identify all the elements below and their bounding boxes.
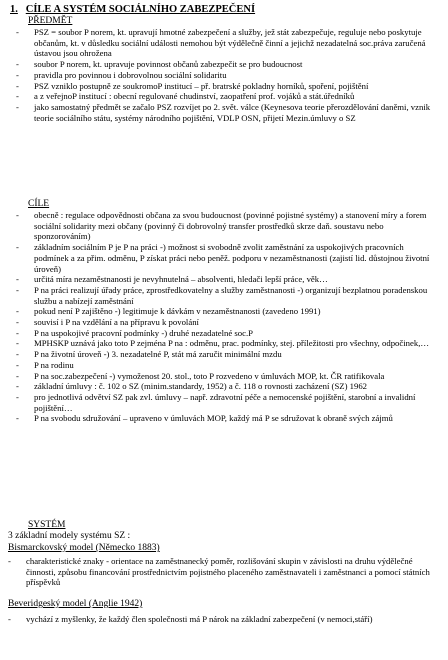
section-heading-system: SYSTÉM — [28, 520, 66, 530]
list-item: - souvisí i P na vzdělání a na přípravu k povolání — [10, 317, 440, 328]
list-item: - soubor P norem, kt. upravuje povinnost občanů zabezpečit se pro budoucnost — [10, 59, 440, 70]
list-item: - základním sociálním P je P na práci -) možnost si svobodně zvolit zaměstnání za uspokojivých pracovních podmínek a za přim. odměnu, P získat práci nebo peněž. podporu v nezaměstnanosti (zajistí lid. důstojnou životní úroveň) — [10, 242, 440, 274]
list-item: - PSZ vzniklo postupně ze soukromoP institucí – př. bratrské pokladny horníků, spoření, pojištění — [10, 81, 440, 92]
bismarck-heading: Bismarckovský model (Německo 1883) — [8, 543, 160, 553]
list-item: - MPHSKP uznává jako toto P zejména P na : odměnu, prac. podmínky, stej. příležitosti pro všechny, odpočinek,… — [10, 338, 440, 349]
list-item: - pokud není P zajištěno -) legitimuje k dávkám v nezaměstnanosti (zavedeno 1991) — [10, 306, 440, 317]
list-item: - P na uspokojivé pracovní podmínky -) druhé nezadatelné soc.P — [10, 328, 440, 339]
list-item: - obecně : regulace odpovědnosti občana za svou budoucnost (povinné pojistné systémy) a stanovení míry a forem sociální solidarity mezi občany (povinný či dobrovolný transfer prostředků skrze daň. soustavu nebo sponzorováním) — [10, 210, 440, 242]
section-heading-cile: CÍLE — [28, 199, 50, 209]
list-item: - jako samostatný předmět se začalo PSZ rozvíjet po 2. svět. válce (Keynesova teorie přerozdělování daněmi, vznik teorie sociálního státu, systémy národního pojištění, VDLP OSN, přijetí Mezin.úmluvy o SZ — [10, 102, 440, 123]
title-number: 1. — [10, 4, 18, 15]
list-item: - P na soc.zabezpečení -) vymoženost 20. stol., toto P rozvedeno v úmluvách MOP, kt. ČR ratifikovala — [10, 371, 440, 382]
list-item: - a z veřejnoP institucí : obecní regulované chudinství, zaopatření prof. vojáků a stát.úředníků — [10, 91, 440, 102]
beveridge-list — [2, 614, 432, 625]
bismarck-list — [2, 556, 432, 588]
system-intro: 3 základní modely systému SZ : — [8, 531, 131, 541]
predmet-list — [10, 27, 440, 123]
list-item: - P na rodinu — [10, 360, 440, 371]
title-text: CÍLE A SYSTÉM SOCIÁLNÍHO ZABEZPEČENÍ — [25, 4, 256, 15]
cile-list — [10, 210, 440, 424]
list-item: - pro jednotlivá odvětví SZ pak zvl. úmluvy – např. zdravotní péče a nemocenské pojištění, starobní a invalidní pojištění… — [10, 392, 440, 413]
list-item: - P na svobodu sdružování – upraveno v úmluvách MOP, každý má P se sdružovat k obraně svých zájmů — [10, 413, 440, 424]
list-item: - základní úmluvy : č. 102 o SZ (minim.standardy, 1952) a č. 118 o rovnosti zacházení (SZ) 1962 — [10, 381, 440, 392]
list-item: - vychází z myšlenky, že každý člen společnosti má P nárok na základní zabezpečení (v nemoci,stáří) — [2, 614, 432, 625]
list-item: - P na životní úroveň -) 3. nezadatelné P, stát má zaručit minimální mzdu — [10, 349, 440, 360]
beveridge-heading: Beveridgeský model (Anglie 1942) — [8, 599, 143, 609]
list-item: - pravidla pro povinnou i dobrovolnou sociální solidaritu — [10, 70, 440, 81]
list-item: - PSZ = soubor P norem, kt. upravují hmotné zabezpečení a služby, jež stát zabezpečuje, reguluje nebo poskytuje občanům, kt. v důsledku sociální události nemohou být výdělečně činní a jejichž nezadatelná soc.práva zaručená ústavou jsou ohrožena — [10, 27, 440, 59]
page-title — [10, 4, 255, 15]
list-item: - určitá míra nezaměstnanosti je nevyhnutelná – absolventi, hledači lepší práce, věk… — [10, 274, 440, 285]
section-heading-predmet: PŘEDMĚT — [28, 16, 73, 26]
list-item: - P na práci realizují úřady práce, zprostředkovatelny a služby zaměstnanosti -) organizují bezplatnou poradenskou službu a nabízejí zaměstnání — [10, 285, 440, 306]
list-item: - charakteristické znaky - orientace na zaměstnanecký poměr, rozlišování skupin v závislosti na druhu výdělečné činnosti, způsobu financování prostřednictvím pojistného placeného zaměstnavateli i zaměstnanci a pomocí státních příspěvků — [2, 556, 432, 588]
